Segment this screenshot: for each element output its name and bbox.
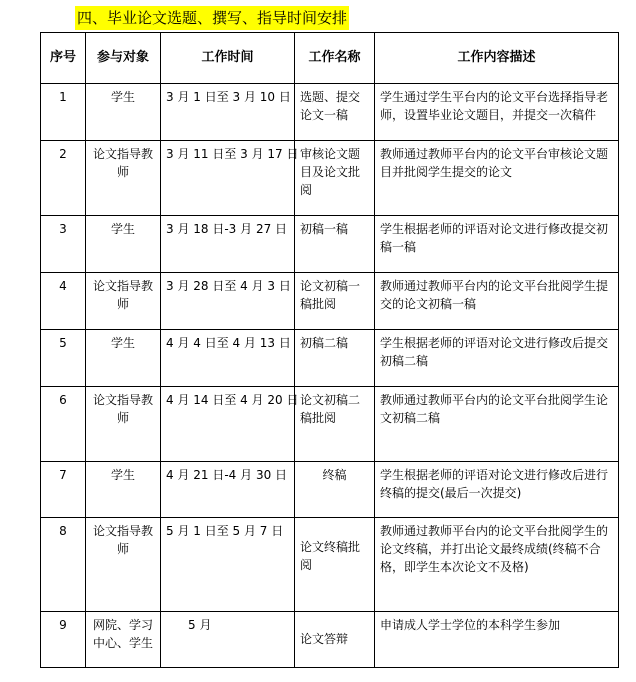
row-work-description: 教师通过教师平台内的论文平台审核论文题目并批阅学生提交的论文 [375, 141, 619, 216]
table-header-row [41, 33, 619, 84]
row-participant: 学生 [86, 330, 161, 387]
row-participant: 学生 [86, 216, 161, 273]
schedule-table [40, 32, 619, 668]
row-work-name-text: 论文答辩 [300, 632, 349, 646]
row-index: 4 [41, 273, 86, 330]
row-work-description: 教师通过教师平台内的论文平台批阅学生提交的论文初稿一稿 [375, 273, 619, 330]
row-work-name: 初稿一稿 [295, 216, 375, 273]
row-work-name: 论文初稿一稿批阅 [295, 273, 375, 330]
row-index: 5 [41, 330, 86, 387]
row-participant: 学生 [86, 84, 161, 141]
row-work-time: 4 月 21 日-4 月 30 日 [161, 462, 295, 518]
table-row [41, 330, 619, 387]
table-row [41, 387, 619, 462]
row-work-description: 教师通过教师平台内的论文平台批阅学生的论文终稿，并打出论文最终成绩(终稿不合格，即学生本次论文不及格) [375, 518, 619, 612]
row-work-description: 学生根据老师的评语对论文进行修改后提交初稿二稿 [375, 330, 619, 387]
section-heading: 四、毕业论文选题、撰写、指导时间安排 [75, 6, 349, 30]
row-work-description: 教师通过教师平台内的论文平台批阅学生论文初稿二稿 [375, 387, 619, 462]
row-index: 8 [41, 518, 86, 612]
row-work-time: 4 月 14 日至 4 月 20 日 [161, 387, 295, 462]
row-work-time: 3 月 1 日至 3 月 10 日 [161, 84, 295, 141]
header-participant: 参与对象 [86, 33, 161, 84]
row-index: 7 [41, 462, 86, 518]
row-work-time: 5 月 1 日至 5 月 7 日 [161, 518, 295, 612]
row-index: 9 [41, 612, 86, 668]
table-row [41, 612, 619, 668]
row-participant: 网院、学习中心、学生 [86, 612, 161, 668]
row-work-time: 3 月 18 日-3 月 27 日 [161, 216, 295, 273]
table-row [41, 273, 619, 330]
row-work-time-text: 5 月 [188, 618, 212, 632]
row-participant: 论文指导教师 [86, 518, 161, 612]
header-index: 序号 [41, 33, 86, 84]
row-index: 2 [41, 141, 86, 216]
row-work-name-text: 论文终稿批阅 [300, 540, 361, 572]
row-work-description: 学生通过学生平台内的论文平台选择指导老师，设置毕业论文题目，并提交一次稿件 [375, 84, 619, 141]
row-work-time: 4 月 4 日至 4 月 13 日 [161, 330, 295, 387]
row-work-name: 终稿 [295, 462, 375, 518]
table-row [41, 462, 619, 518]
table-row [41, 518, 619, 612]
row-work-name [295, 518, 375, 612]
row-participant: 论文指导教师 [86, 273, 161, 330]
table-row [41, 141, 619, 216]
row-index: 1 [41, 84, 86, 141]
row-work-name: 论文初稿二稿批阅 [295, 387, 375, 462]
row-participant: 论文指导教师 [86, 141, 161, 216]
table-row [41, 84, 619, 141]
table-row [41, 216, 619, 273]
row-work-time [161, 612, 295, 668]
row-participant: 论文指导教师 [86, 387, 161, 462]
row-work-description: 学生根据老师的评语对论文进行修改提交初稿一稿 [375, 216, 619, 273]
row-work-time: 3 月 28 日至 4 月 3 日 [161, 273, 295, 330]
row-work-time: 3 月 11 日至 3 月 17 日 [161, 141, 295, 216]
row-index: 3 [41, 216, 86, 273]
row-participant: 学生 [86, 462, 161, 518]
header-work-description: 工作内容描述 [375, 33, 619, 84]
row-index: 6 [41, 387, 86, 462]
row-work-description: 申请成人学士学位的本科学生参加 [375, 612, 619, 668]
row-work-name: 初稿二稿 [295, 330, 375, 387]
row-work-description: 学生根据老师的评语对论文进行修改后进行终稿的提交(最后一次提交) [375, 462, 619, 518]
row-work-name: 审核论文题目及论文批阅 [295, 141, 375, 216]
row-work-name [295, 612, 375, 668]
header-work-name: 工作名称 [295, 33, 375, 84]
header-work-time: 工作时间 [161, 33, 295, 84]
row-work-name: 选题、提交论文一稿 [295, 84, 375, 141]
